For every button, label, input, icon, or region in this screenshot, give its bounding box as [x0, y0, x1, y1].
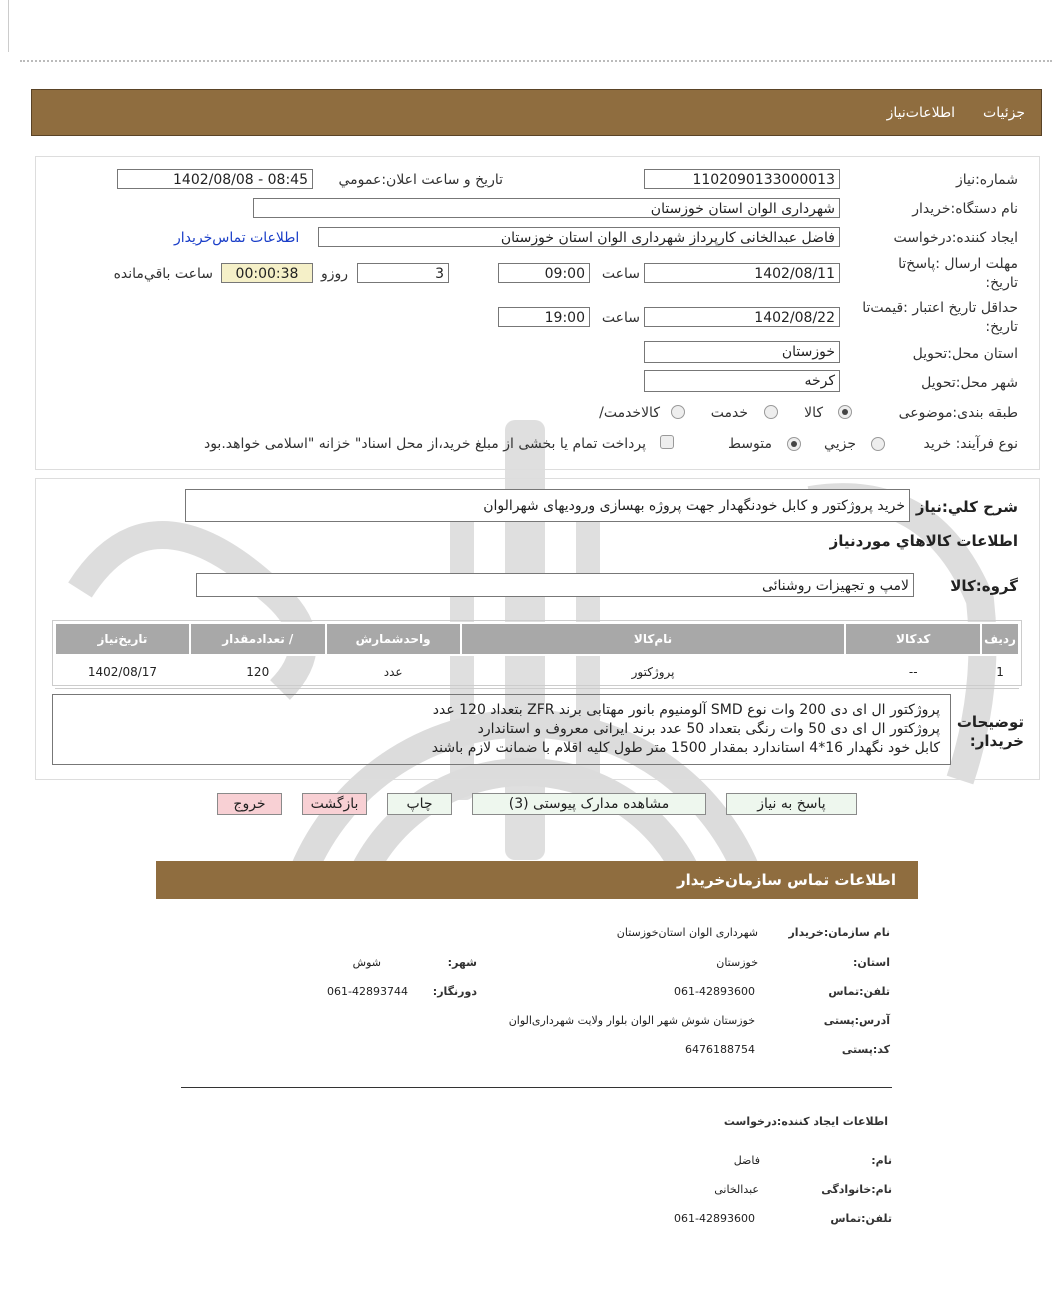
- col-quantity: / تعدادمقدار: [190, 623, 326, 655]
- category-label: طبقه بندی:موضوعی: [898, 405, 1018, 421]
- remaining-time-field: 00:00:38: [221, 263, 313, 283]
- exit-button[interactable]: خروج: [217, 793, 282, 815]
- contact-postal-label: کد:پستی: [841, 1043, 890, 1056]
- cell-quantity: 120: [190, 655, 326, 689]
- need-summary-label: شرح کلي:نياز: [915, 498, 1018, 516]
- contact-postal: 6476188754: [685, 1043, 755, 1056]
- creator-name-label: :نام: [871, 1154, 892, 1167]
- category-goods-label: کالا: [804, 405, 823, 421]
- buyer-notes-box: [52, 694, 951, 765]
- cell-unit: عدد: [326, 655, 461, 689]
- creator-phone: 061-42893600: [674, 1212, 755, 1225]
- contact-fax: 061-42893744: [327, 985, 408, 998]
- items-table-header: [55, 623, 1019, 655]
- contact-province: خوزستان: [716, 956, 758, 969]
- remaining-time-label: ساعت باقي‌مانده: [113, 266, 213, 282]
- contact-address-label: آدرس:پستی: [823, 1014, 890, 1027]
- contact-city-label: :شهر: [447, 956, 477, 969]
- deadline-label: مهلت ارسال :پاسخ‌تا: [898, 256, 1018, 272]
- buyer-contact-header: [156, 861, 918, 899]
- process-medium-label: متوسط: [728, 436, 772, 452]
- buyer-notes-label: توضيحات: [956, 713, 1024, 731]
- process-partial-label: جزيي: [824, 436, 856, 452]
- buyer-contact-title: اطلاعات تماس سازمان‌خريدار: [676, 871, 896, 889]
- deadline-time-field: 09:00: [498, 263, 590, 283]
- goods-group-field: لامپ و تجهيزات روشنائی: [196, 573, 914, 597]
- process-type-label: نوع فرآيند: خريد: [923, 436, 1018, 452]
- goods-info-title: اطلاعات کالاهاي موردنياز: [829, 532, 1018, 550]
- col-unit: واحدشمارش: [326, 623, 461, 655]
- buyer-contact-link[interactable]: اطلاعات تماس‌خريدار: [174, 230, 300, 246]
- validity-time-field: 19:00: [498, 307, 590, 327]
- cell-name: پروژکتور: [461, 655, 846, 689]
- process-partial-radio[interactable]: [871, 437, 885, 451]
- contact-fax-label: :دورنگار: [432, 985, 477, 998]
- buyer-notes-line: پروژکتور ال ای دی 50 وات رنگی بتعداد 50 عدد برند ایرانی معروف و استاندارد: [477, 721, 940, 737]
- contact-address: خوزستان شوش شهر الوان بلوار ولایت شهرداری‌الوان: [508, 1014, 755, 1027]
- col-code: کدکالا: [845, 623, 981, 655]
- creator-phone-label: تلفن:تماس: [830, 1212, 892, 1225]
- buyer-notes-line: کابل خود نگهدار 16*4 استاندارد بمقدار 1500 متر طول کلیه اقلام با ضمانت لازم باشند: [431, 740, 940, 756]
- col-need-date: تاريخ‌نياز: [55, 623, 190, 655]
- treasury-payment-note: پرداخت تمام يا بخشی از مبلغ خريد،از محل اسناد" خزانه "اسلامی خواهد.بود: [203, 436, 646, 452]
- creator-name: فاضل: [733, 1154, 760, 1167]
- cell-need-date: 1402/08/17: [55, 655, 190, 689]
- creator-info-title: اطلاعات ايجاد کننده:درخواست: [723, 1115, 888, 1128]
- table-row: [55, 655, 1019, 689]
- top-vertical-line: [8, 0, 9, 52]
- print-button[interactable]: چاپ: [387, 793, 452, 815]
- contact-city: شوش: [352, 956, 381, 969]
- days-field: 3: [357, 263, 449, 283]
- delivery-city-label: شهر محل:تحويل: [921, 375, 1018, 391]
- validity-label-date: :تاريخ: [985, 319, 1018, 335]
- category-goods-service-radio[interactable]: [671, 405, 685, 419]
- items-table: [54, 622, 1020, 689]
- back-button[interactable]: بازگشت: [302, 793, 367, 815]
- reply-button[interactable]: پاسخ به نیاز: [726, 793, 857, 815]
- tab-need-info[interactable]: اطلاعات‌نیاز: [886, 105, 955, 121]
- deadline-label-date: :تاريخ: [985, 275, 1018, 291]
- contact-province-label: :استان: [852, 956, 890, 969]
- delivery-province-field: خوزستان: [644, 341, 840, 363]
- delivery-city-field: کرخه: [644, 370, 840, 392]
- tab-details[interactable]: جزئیات: [983, 105, 1025, 121]
- validity-date-field: 1402/08/22: [644, 307, 840, 327]
- deadline-date-field: 1402/08/11: [644, 263, 840, 283]
- contact-phone-label: تلفن:تماس: [828, 985, 890, 998]
- creator-family-label: نام:خانوادگی: [821, 1183, 892, 1196]
- cell-code: --: [845, 655, 981, 689]
- need-number-label: شماره:نیاز: [955, 172, 1018, 188]
- buyer-org-field: شهرداری الوان استان خوزستان: [253, 198, 840, 218]
- treasury-payment-checkbox[interactable]: [660, 435, 674, 449]
- category-service-radio[interactable]: [764, 405, 778, 419]
- buyer-notes-label-2: :خريدار: [969, 732, 1024, 750]
- buyer-notes-line: پروژکتور ال ای دی 200 وات نوع SMD آلومنیوم بانور مهتابی برند ZFR بتعداد 120 عدد: [432, 702, 940, 718]
- top-dotted-separator: [20, 60, 1052, 62]
- creator-field: فاضل عبدالخانی کارپرداز شهرداری الوان استان خوزستان: [318, 227, 840, 247]
- category-goods-radio[interactable]: [838, 405, 852, 419]
- days-label: روزو: [320, 266, 348, 282]
- category-service-label: خدمت: [710, 405, 748, 421]
- announce-date-label: تاريخ و ساعت اعلان:عمومي: [338, 172, 503, 188]
- attachments-button[interactable]: مشاهده مدارک پیوستی (3): [472, 793, 706, 815]
- contact-org: شهرداری الوان استان‌خوزستان: [616, 926, 758, 939]
- contact-divider: [181, 1087, 892, 1088]
- category-goods-service-label: /کالاخدمت: [599, 405, 660, 421]
- announce-date-field: 1402/08/08 - 08:45: [117, 169, 313, 189]
- need-number-field: 1102090133000013: [644, 169, 840, 189]
- creator-family: عبدالخانی: [714, 1183, 759, 1196]
- buyer-org-label: نام دستگاه:خريدار: [912, 201, 1018, 217]
- col-row: رديف: [981, 623, 1019, 655]
- validity-time-label: ساعت: [601, 310, 640, 326]
- contact-phone: 061-42893600: [674, 985, 755, 998]
- details-header-bar: [31, 89, 1042, 136]
- goods-group-label: گروه:کالا: [950, 577, 1018, 595]
- validity-label: حداقل تاريخ اعتبار :قيمت‌تا: [862, 300, 1018, 316]
- cell-row: 1: [981, 655, 1019, 689]
- col-name: نام‌کالا: [461, 623, 846, 655]
- delivery-province-label: استان محل:تحويل: [912, 346, 1018, 362]
- deadline-time-label: ساعت: [601, 266, 640, 282]
- creator-label: ايجاد کننده:درخواست: [893, 230, 1018, 246]
- contact-org-label: نام سازمان:خريدار: [788, 926, 890, 939]
- need-summary-field: خريد پروژکتور و کابل خودنگهدار جهت پروژه بهسازی ورودیهای شهرالوان: [185, 489, 910, 522]
- process-medium-radio[interactable]: [787, 437, 801, 451]
